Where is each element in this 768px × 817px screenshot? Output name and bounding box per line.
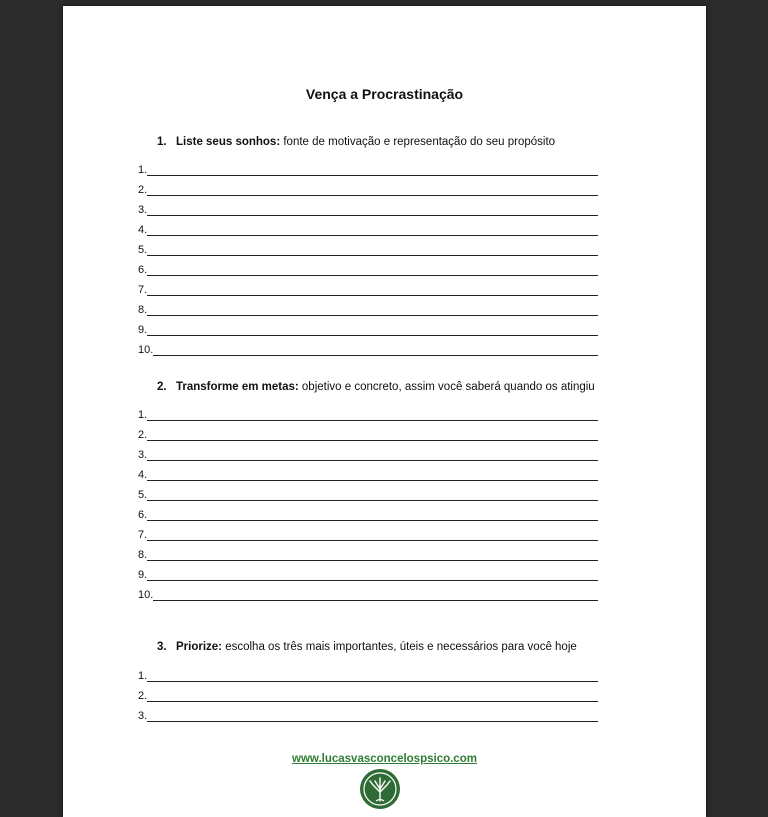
- answer-line[interactable]: [138, 222, 598, 236]
- section-number: 2.: [157, 381, 167, 393]
- answer-line[interactable]: [138, 182, 598, 196]
- section-number: 3.: [157, 641, 167, 653]
- blank-rule: [147, 264, 598, 276]
- blank-rule: [147, 489, 598, 501]
- blank-rule: [147, 204, 598, 216]
- section-number: 1.: [157, 136, 167, 148]
- line-number: 3.: [138, 449, 148, 461]
- line-number: 7.: [138, 284, 148, 296]
- line-number: 3.: [138, 204, 148, 216]
- line-number: 9.: [138, 324, 148, 336]
- line-number: 6.: [138, 509, 148, 521]
- blank-rule: [147, 569, 598, 581]
- document-page: [63, 6, 706, 817]
- blank-rule: [147, 409, 598, 421]
- answer-line[interactable]: [138, 527, 598, 541]
- line-number: 6.: [138, 264, 148, 276]
- blank-rule: [147, 449, 598, 461]
- answer-line[interactable]: [138, 262, 598, 276]
- blank-rule: [147, 284, 598, 296]
- blank-rule: [147, 549, 598, 561]
- blank-rule: [147, 244, 598, 256]
- line-number: 2.: [138, 184, 148, 196]
- blank-rule: [147, 184, 598, 196]
- blank-rule: [147, 324, 598, 336]
- answer-line[interactable]: [138, 202, 598, 216]
- line-number: 4.: [138, 469, 148, 481]
- section-bold-label: Priorize:: [176, 641, 223, 653]
- answer-line[interactable]: [138, 668, 598, 682]
- blank-rule: [147, 224, 598, 236]
- blank-rule: [147, 509, 598, 521]
- answer-line[interactable]: [138, 162, 598, 176]
- answer-line[interactable]: [138, 587, 598, 601]
- section-bold-label: Liste seus sonhos:: [176, 136, 281, 148]
- answer-line[interactable]: [138, 242, 598, 256]
- website-link[interactable]: www.lucasvasconcelospsico.com: [292, 753, 477, 765]
- blank-rule: [147, 469, 598, 481]
- section-2-heading: [157, 381, 595, 393]
- blank-rule: [147, 429, 598, 441]
- answer-line[interactable]: [138, 282, 598, 296]
- line-number: 8.: [138, 304, 148, 316]
- blank-rule: [147, 690, 598, 702]
- tree-logo-icon: [359, 768, 401, 810]
- answer-line[interactable]: [138, 407, 598, 421]
- section-3-heading: [157, 641, 577, 653]
- answer-line[interactable]: [138, 427, 598, 441]
- answer-line[interactable]: [138, 302, 598, 316]
- line-number: 7.: [138, 529, 148, 541]
- answer-line[interactable]: [138, 708, 598, 722]
- answer-line[interactable]: [138, 547, 598, 561]
- line-number: 9.: [138, 569, 148, 581]
- blank-rule: [147, 529, 598, 541]
- blank-rule: [147, 710, 598, 722]
- line-number: 5.: [138, 244, 148, 256]
- line-number: 10.: [138, 589, 154, 601]
- answer-line[interactable]: [138, 567, 598, 581]
- answer-line[interactable]: [138, 487, 598, 501]
- line-number: 3.: [138, 710, 148, 722]
- page-title: Vença a Procrastinação: [305, 86, 464, 102]
- section-bold-label: Transforme em metas:: [176, 381, 299, 393]
- line-number: 8.: [138, 549, 148, 561]
- answer-line[interactable]: [138, 467, 598, 481]
- answer-line[interactable]: [138, 507, 598, 521]
- line-number: 2.: [138, 690, 148, 702]
- answer-line[interactable]: [138, 322, 598, 336]
- answer-line[interactable]: [138, 447, 598, 461]
- section-description: fonte de motivação e representação do seu propósito: [280, 136, 556, 148]
- line-number: 1.: [138, 164, 148, 176]
- line-number: 10.: [138, 344, 154, 356]
- answer-line[interactable]: [138, 342, 598, 356]
- blank-rule: [147, 304, 598, 316]
- section-description: escolha os três mais importantes, úteis e necessários para você hoje: [222, 641, 577, 653]
- blank-rule: [153, 589, 598, 601]
- blank-rule: [147, 670, 598, 682]
- line-number: 2.: [138, 429, 148, 441]
- line-number: 5.: [138, 489, 148, 501]
- section-1-heading: [157, 136, 555, 148]
- line-number: 1.: [138, 409, 148, 421]
- line-number: 4.: [138, 224, 148, 236]
- blank-rule: [147, 164, 598, 176]
- blank-rule: [153, 344, 598, 356]
- section-description: objetivo e concreto, assim você saberá quando os atingiu: [298, 381, 595, 393]
- line-number: 1.: [138, 670, 148, 682]
- answer-line[interactable]: [138, 688, 598, 702]
